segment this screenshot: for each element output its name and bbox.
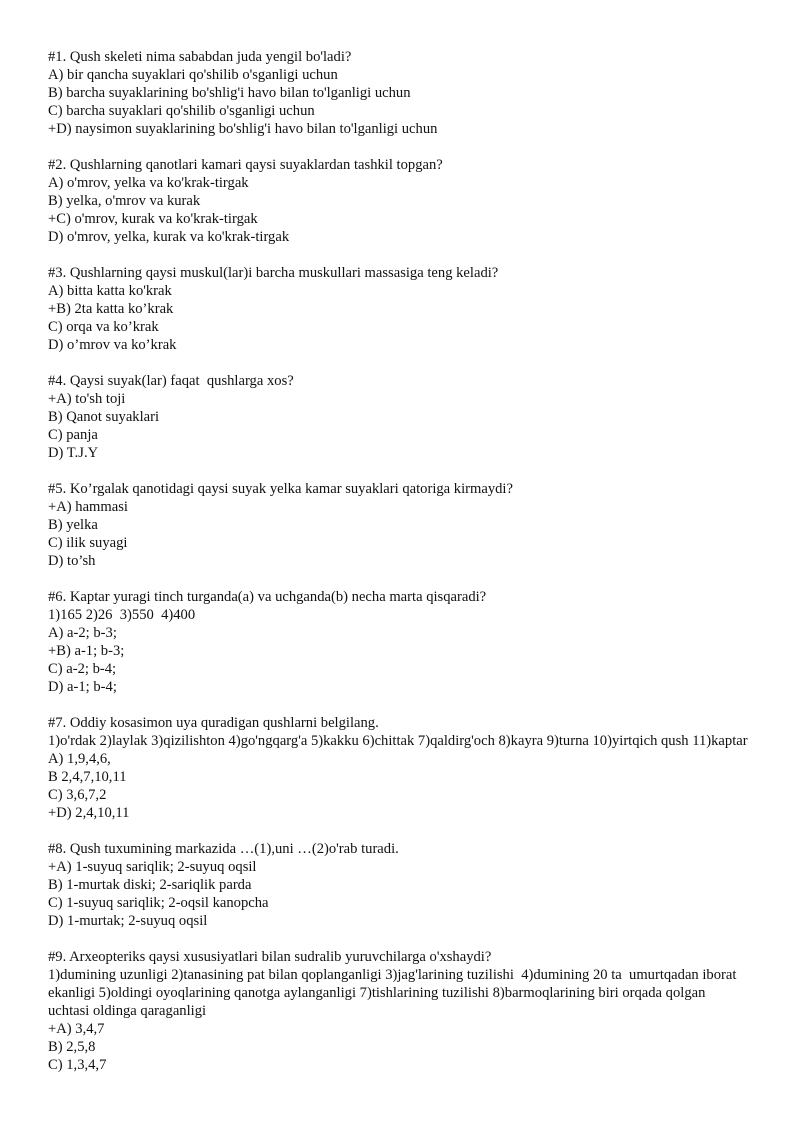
answer-option: C) 1-suyuq sariqlik; 2-oqsil kanopcha	[48, 895, 269, 911]
question-stem: #4. Qaysi suyak(lar) faqat qushlarga xos?	[48, 373, 294, 389]
question-4	[48, 372, 748, 462]
answer-option: B) barcha suyaklarining bo'shlig'i havo bilan to'lganligi uchun	[48, 85, 411, 101]
answer-option: D) to’sh	[48, 553, 96, 569]
answer-option: D) 1-murtak; 2-suyuq oqsil	[48, 913, 208, 929]
answer-option: A) o'mrov, yelka va ko'krak-tirgak	[48, 175, 249, 191]
answer-option: B) Qanot suyaklari	[48, 409, 160, 425]
answer-option: D) T.J.Y	[48, 445, 99, 461]
question-stem: #8. Qush tuxumining markazida …(1),uni …(2)o'rab turadi.	[48, 841, 399, 857]
question-stem: #6. Kaptar yuragi tinch turganda(a) va uchganda(b) necha marta qisqaradi?	[48, 589, 487, 605]
question-5	[48, 480, 748, 570]
question-stem: #2. Qushlarning qanotlari kamari qaysi suyaklardan tashkil topgan?	[48, 157, 443, 173]
question-9	[48, 948, 748, 1074]
answer-option: C) 1,3,4,7	[48, 1057, 107, 1073]
answer-option: B) 1-murtak diski; 2-sariqlik parda	[48, 877, 252, 893]
answer-option: A) bitta katta ko'krak	[48, 283, 172, 299]
answer-option: +C) o'mrov, kurak va ko'krak-tirgak	[48, 211, 258, 227]
question-stem: #5. Ko’rgalak qanotidagi qaysi suyak yelka kamar suyaklari qatoriga kirmaydi?	[48, 481, 513, 497]
answer-option: D) o’mrov va ko’krak	[48, 337, 177, 353]
question-stem: #9. Arxeopteriks qaysi xususiyatlari bilan sudralib yuruvchilarga o'xshaydi?	[48, 949, 492, 965]
question-stem: #7. Oddiy kosasimon uya quradigan qushlarni belgilang.	[48, 715, 379, 731]
answer-option: B 2,4,7,10,11	[48, 769, 127, 785]
question-2	[48, 156, 748, 246]
question-7	[48, 714, 748, 822]
answer-option: +A) 3,4,7	[48, 1021, 105, 1037]
question-6	[48, 588, 748, 696]
question-stem: #3. Qushlarning qaysi muskul(lar)i barcha muskullari massasiga teng keladi?	[48, 265, 499, 281]
answer-option: +A) hammasi	[48, 499, 128, 515]
question-items: 1)dumining uzunligi 2)tanasining pat bilan qoplanganligi 3)jag'larining tuzilishi 4)dumining 20 ta umurtqadan iborat ekanligi 5)oldingi oyoqlarining qanotga aylanganligi 7)tishlarining tuzilishi 8)barmoqlarining biri orqada qolgan uchtasi oldinga qaraganligi	[48, 967, 741, 1019]
question-3	[48, 264, 748, 354]
question-items: 1)o'rdak 2)laylak 3)qizilishton 4)go'ngqarg'a 5)kakku 6)chittak 7)qaldirg'och 8)kayra 9)turna 10)yirtqich qush 11)kaptar	[48, 733, 748, 749]
answer-option: D) a-1; b-4;	[48, 679, 117, 695]
question-1	[48, 48, 748, 138]
answer-option: C) orqa va ko’krak	[48, 319, 159, 335]
answer-option: +A) 1-suyuq sariqlik; 2-suyuq oqsil	[48, 859, 257, 875]
document-page	[48, 48, 748, 1092]
answer-option: +D) naysimon suyaklarining bo'shlig'i havo bilan to'lganligi uchun	[48, 121, 438, 137]
answer-option: A) 1,9,4,6,	[48, 751, 111, 767]
answer-option: C) ilik suyagi	[48, 535, 128, 551]
answer-option: +B) 2ta katta ko’krak	[48, 301, 174, 317]
answer-option: B) yelka, o'mrov va kurak	[48, 193, 201, 209]
answer-option: B) yelka	[48, 517, 98, 533]
answer-option: C) 3,6,7,2	[48, 787, 107, 803]
answer-option: B) 2,5,8	[48, 1039, 96, 1055]
answer-option: C) barcha suyaklari qo'shilib o'sganligi uchun	[48, 103, 315, 119]
answer-option: A) a-2; b-3;	[48, 625, 117, 641]
answer-option: C) a-2; b-4;	[48, 661, 117, 677]
answer-option: C) panja	[48, 427, 98, 443]
answer-option: D) o'mrov, yelka, kurak va ko'krak-tirgak	[48, 229, 290, 245]
answer-option: A) bir qancha suyaklari qo'shilib o'sganligi uchun	[48, 67, 338, 83]
question-items: 1)165 2)26 3)550 4)400	[48, 607, 196, 623]
question-8	[48, 840, 748, 930]
answer-option: +A) to'sh toji	[48, 391, 126, 407]
answer-option: +D) 2,4,10,11	[48, 805, 130, 821]
question-stem: #1. Qush skeleti nima sababdan juda yengil bo'ladi?	[48, 49, 352, 65]
answer-option: +B) a-1; b-3;	[48, 643, 125, 659]
